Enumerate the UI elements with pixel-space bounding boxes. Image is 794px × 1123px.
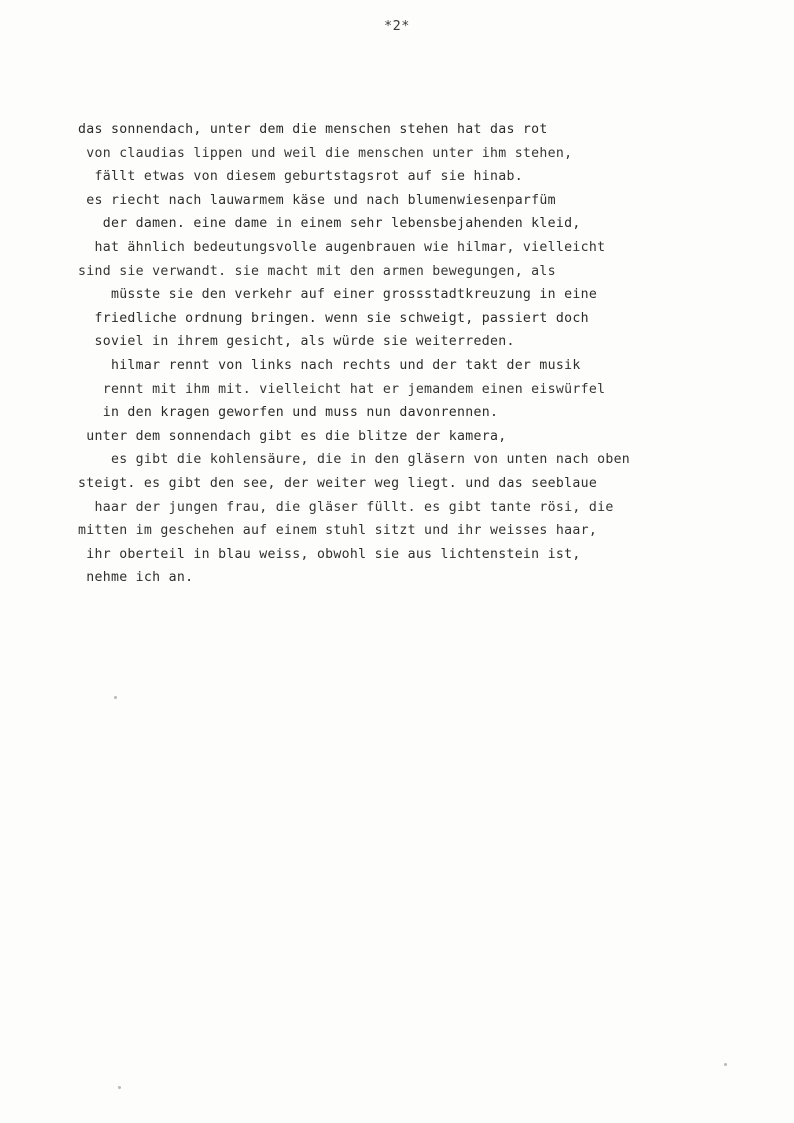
text-line: steigt. es gibt den see, der weiter weg liegt. und das seeblaue bbox=[78, 475, 598, 491]
text-line: unter dem sonnendach gibt es die blitze der kamera, bbox=[78, 428, 507, 444]
text-line: hilmar rennt von links nach rechts und der takt der musik bbox=[78, 357, 581, 373]
text-line: müsste sie den verkehr auf einer grossstadtkreuzung in eine bbox=[78, 287, 598, 303]
text-line: ihr oberteil in blau weiss, obwohl sie aus lichtenstein ist, bbox=[78, 546, 581, 562]
paper-speck bbox=[724, 1063, 727, 1066]
text-line: haar der jungen frau, die gläser füllt. es gibt tante rösi, die bbox=[78, 499, 614, 515]
text-line: nehme ich an. bbox=[78, 570, 194, 586]
text-line: es riecht nach lauwarmem käse und nach blumenwiesenparfüm bbox=[78, 192, 556, 208]
text-line: rennt mit ihm mit. vielleicht hat er jemandem einen eiswürfel bbox=[78, 381, 606, 397]
body-text bbox=[78, 118, 718, 590]
text-line: friedliche ordnung bringen. wenn sie schweigt, passiert doch bbox=[78, 310, 589, 326]
text-line: von claudias lippen und weil die menschen unter ihm stehen, bbox=[78, 145, 573, 161]
text-line: in den kragen geworfen und muss nun davonrennen. bbox=[78, 405, 499, 421]
text-line: soviel in ihrem gesicht, als würde sie weiterreden. bbox=[78, 334, 515, 350]
text-line: hat ähnlich bedeutungsvolle augenbrauen wie hilmar, vielleicht bbox=[78, 239, 606, 255]
text-line: sind sie verwandt. sie macht mit den armen bewegungen, als bbox=[78, 263, 556, 279]
paper-speck bbox=[118, 1086, 121, 1089]
text-line: es gibt die kohlensäure, die in den gläsern von unten nach oben bbox=[78, 452, 631, 468]
page-number: *2* bbox=[384, 18, 410, 34]
text-line: das sonnendach, unter dem die menschen stehen hat das rot bbox=[78, 122, 548, 137]
paper-speck bbox=[114, 696, 117, 699]
text-line: fällt etwas von diesem geburtstagsrot auf sie hinab. bbox=[78, 169, 523, 185]
text-line: mitten im geschehen auf einem stuhl sitzt und ihr weisses haar, bbox=[78, 523, 598, 539]
text-line: der damen. eine dame in einem sehr lebensbejahenden kleid, bbox=[78, 216, 581, 232]
